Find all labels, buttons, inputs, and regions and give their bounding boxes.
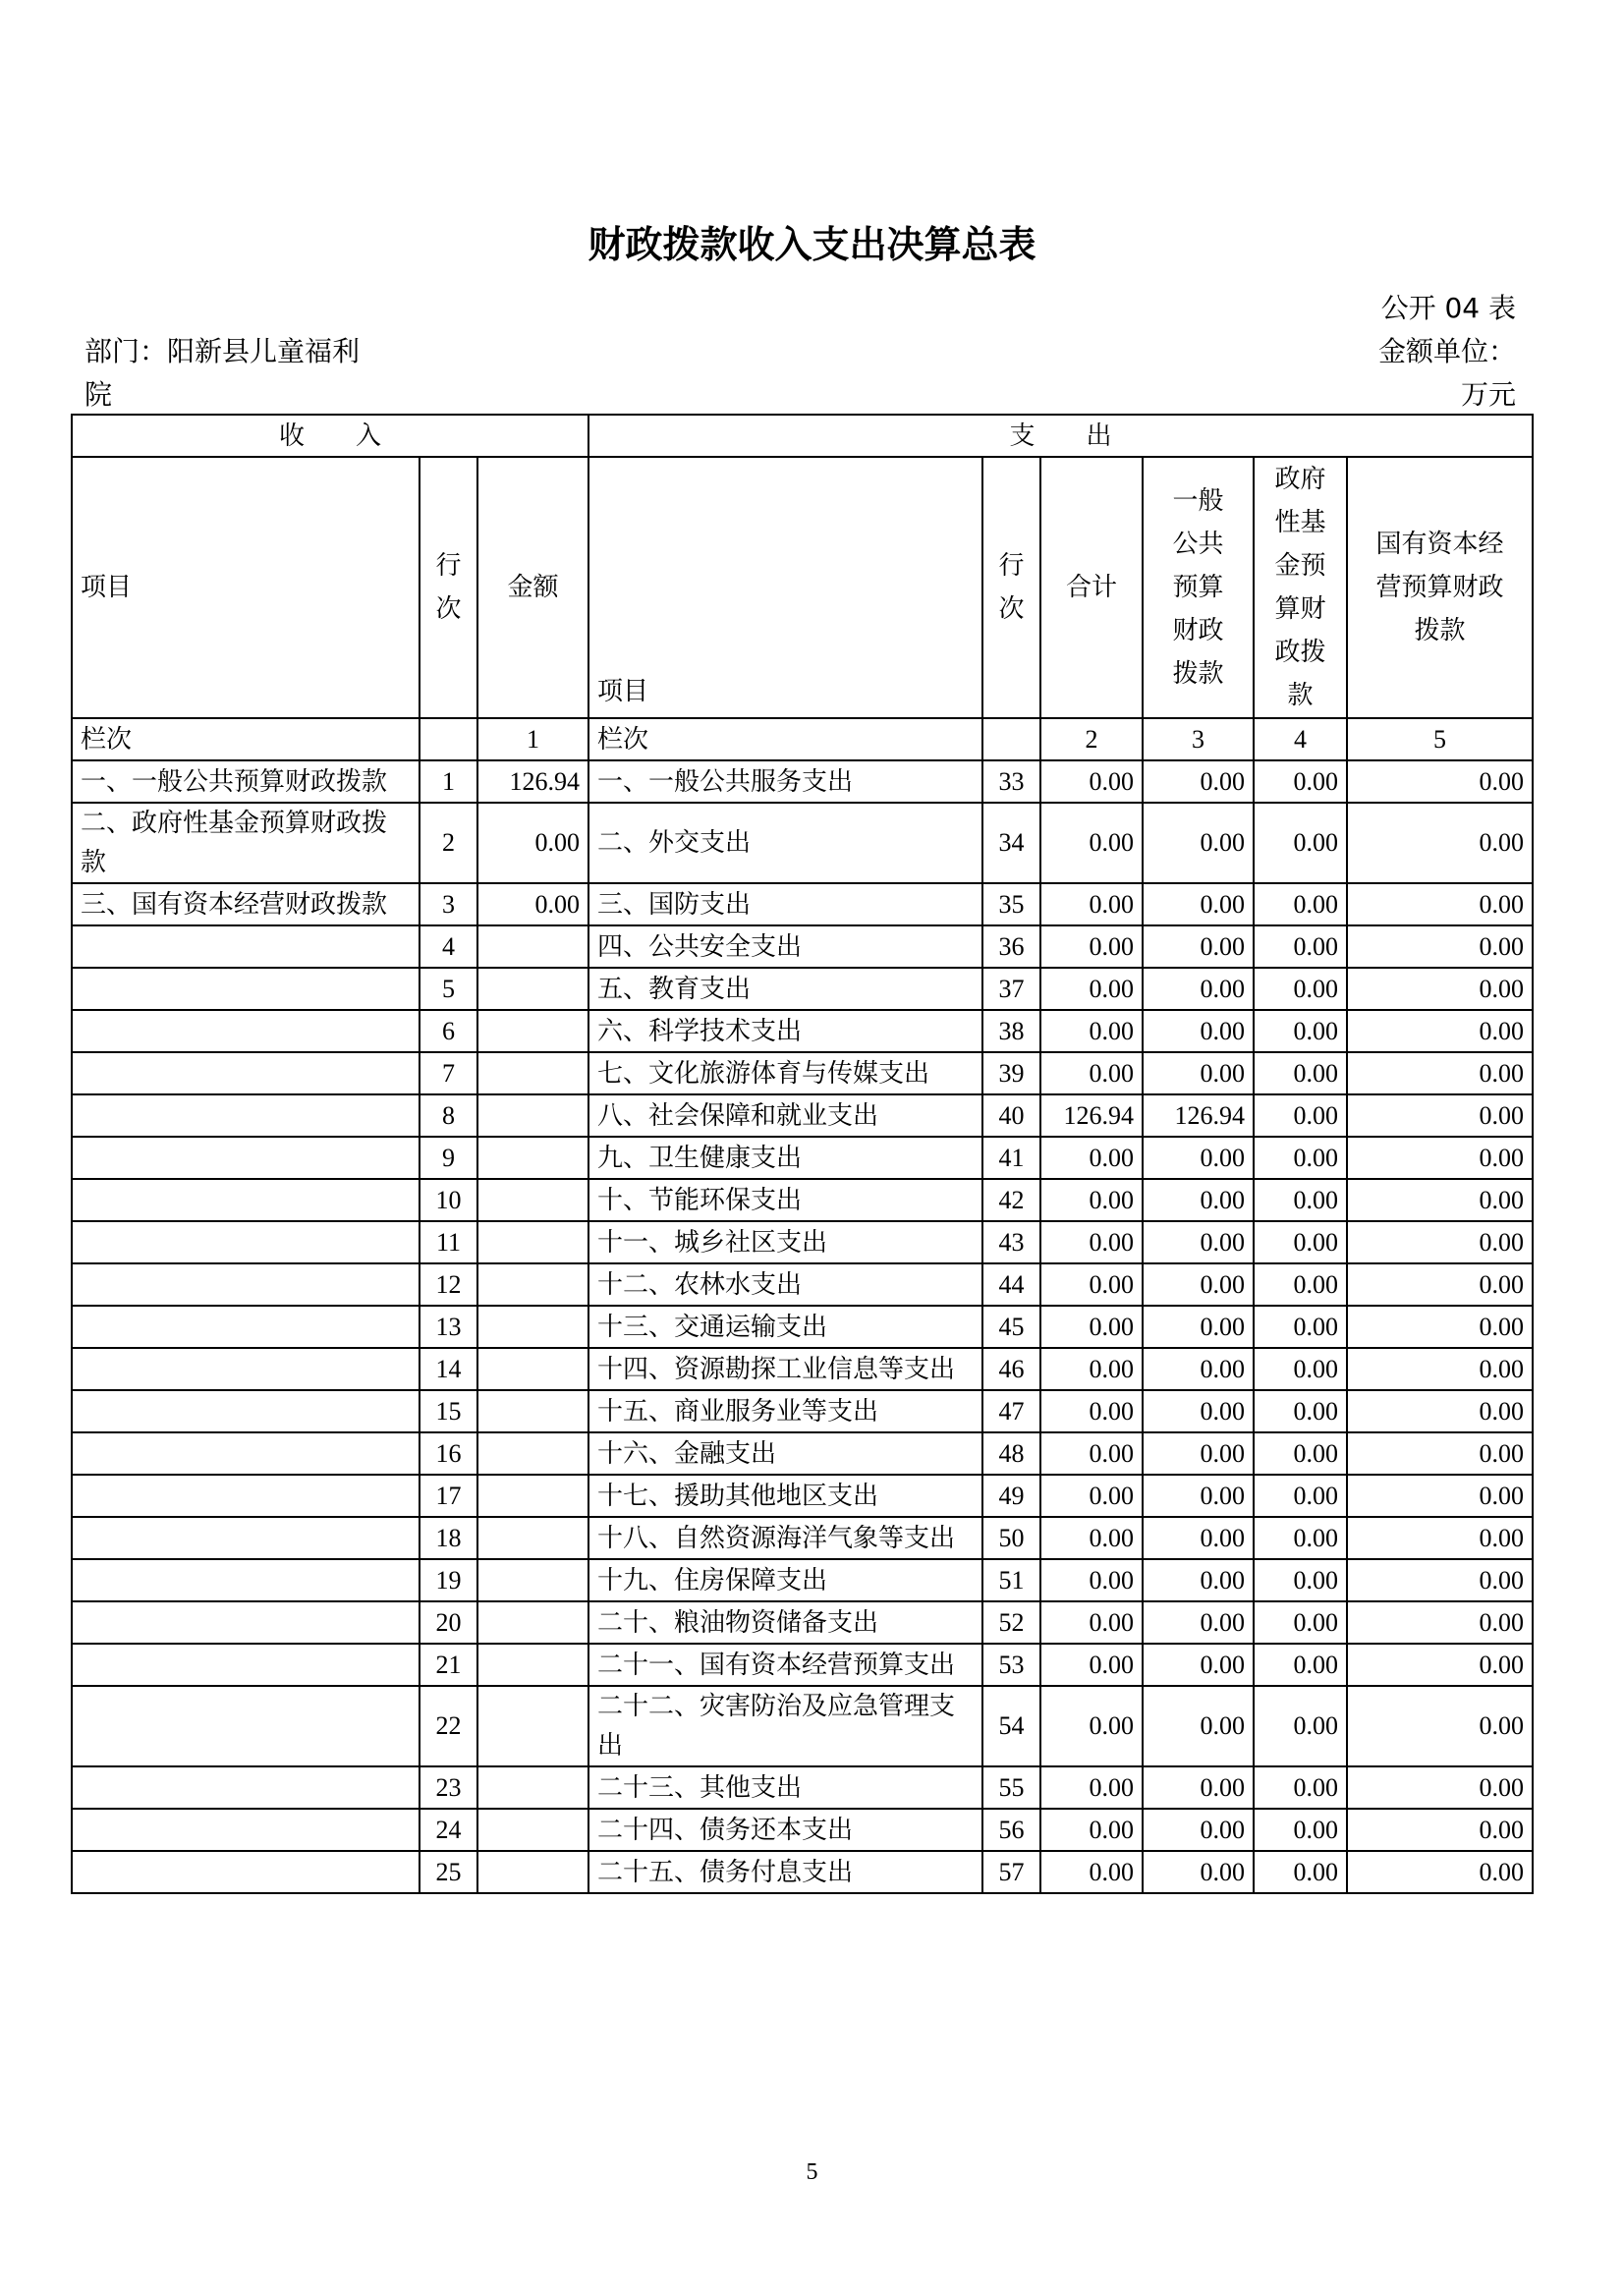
general-budget-cell: 0.00 — [1143, 1010, 1254, 1052]
general-budget-cell: 0.00 — [1143, 1517, 1254, 1559]
table-row — [72, 1809, 1533, 1851]
expense-item-cell: 十七、援助其他地区支出 — [588, 1475, 982, 1517]
column-header-row — [72, 457, 1533, 718]
total-cell: 0.00 — [1040, 1601, 1143, 1644]
total-header: 合计 — [1040, 457, 1143, 718]
table-row — [72, 760, 1533, 803]
income-item-cell — [72, 1686, 420, 1766]
expense-item-cell: 二十三、其他支出 — [588, 1766, 982, 1809]
total-cell: 0.00 — [1040, 1179, 1143, 1221]
total-cell: 0.00 — [1040, 925, 1143, 968]
income-amount-cell — [477, 1766, 588, 1809]
income-amount-cell — [477, 968, 588, 1010]
fund-budget-header-text: 政府性基金预算财政拨款 — [1274, 465, 1326, 710]
table-row — [72, 1644, 1533, 1686]
fund-budget-cell: 0.00 — [1254, 1179, 1347, 1221]
fund-budget-cell: 0.00 — [1254, 1221, 1347, 1263]
expense-row-no-cell: 50 — [982, 1517, 1040, 1559]
fund-budget-cell: 0.00 — [1254, 1390, 1347, 1432]
expense-item-cell: 四、公共安全支出 — [588, 925, 982, 968]
expense-row-no-cell: 56 — [982, 1809, 1040, 1851]
table-row — [72, 1686, 1533, 1766]
income-amount-cell: 0.00 — [477, 883, 588, 925]
expense-row-no-header — [982, 457, 1040, 718]
page-title: 财政拨款收入支出决算总表 — [588, 223, 1036, 266]
income-row-no-cell: 22 — [420, 1686, 477, 1766]
income-row-no-cell: 25 — [420, 1851, 477, 1893]
income-row-no-cell: 16 — [420, 1432, 477, 1475]
total-cell: 0.00 — [1040, 1221, 1143, 1263]
fund-budget-cell: 0.00 — [1254, 1644, 1347, 1686]
total-cell: 0.00 — [1040, 760, 1143, 803]
expense-row-no-cell: 46 — [982, 1348, 1040, 1390]
general-budget-cell: 0.00 — [1143, 1686, 1254, 1766]
general-budget-header — [1143, 457, 1254, 718]
expense-row-no-cell: 42 — [982, 1179, 1040, 1221]
income-amount-cell — [477, 925, 588, 968]
income-amount-cell — [477, 1517, 588, 1559]
income-item-header: 项目 — [72, 457, 420, 718]
state-capital-cell: 0.00 — [1347, 883, 1533, 925]
income-item-cell — [72, 1137, 420, 1179]
expense-row-no-cell: 51 — [982, 1559, 1040, 1601]
income-item-cell — [72, 1517, 420, 1559]
fund-budget-cell: 0.00 — [1254, 1475, 1347, 1517]
total-cell: 126.94 — [1040, 1094, 1143, 1137]
table-body — [72, 760, 1533, 1893]
expense-item-cell: 二十五、债务付息支出 — [588, 1851, 982, 1893]
section-header-row — [72, 415, 1533, 457]
income-item-cell — [72, 1644, 420, 1686]
general-budget-header-text: 一般公共预算财政拨款 — [1172, 486, 1224, 689]
state-capital-cell: 0.00 — [1347, 1137, 1533, 1179]
expense-item-cell: 六、科学技术支出 — [588, 1010, 982, 1052]
total-cell: 0.00 — [1040, 883, 1143, 925]
income-row-no-cell: 4 — [420, 925, 477, 968]
general-budget-cell: 0.00 — [1143, 1348, 1254, 1390]
general-budget-cell: 0.00 — [1143, 1179, 1254, 1221]
expense-item-cell: 十八、自然资源海洋气象等支出 — [588, 1517, 982, 1559]
income-item-cell — [72, 1766, 420, 1809]
income-row-no-cell: 21 — [420, 1644, 477, 1686]
fund-budget-cell: 0.00 — [1254, 925, 1347, 968]
income-item-cell — [72, 968, 420, 1010]
income-row-no-cell: 13 — [420, 1306, 477, 1348]
income-row-no-cell: 24 — [420, 1809, 477, 1851]
expense-item-cell: 十三、交通运输支出 — [588, 1306, 982, 1348]
income-amount-cell — [477, 1475, 588, 1517]
table-row — [72, 1010, 1533, 1052]
fund-budget-cell: 0.00 — [1254, 1517, 1347, 1559]
state-capital-cell: 0.00 — [1347, 1475, 1533, 1517]
income-item-cell — [72, 1052, 420, 1094]
state-capital-cell: 0.00 — [1347, 1517, 1533, 1559]
table-row — [72, 1094, 1533, 1137]
state-capital-cell: 0.00 — [1347, 1010, 1533, 1052]
table-row — [72, 968, 1533, 1010]
expense-row-no-cell: 38 — [982, 1010, 1040, 1052]
expense-row-no-header-text: 行次 — [998, 551, 1025, 624]
expense-item-cell: 二十、粮油物资储备支出 — [588, 1601, 982, 1644]
general-budget-cell: 0.00 — [1143, 1601, 1254, 1644]
fund-budget-cell: 0.00 — [1254, 1559, 1347, 1601]
column-index-row — [72, 718, 1533, 760]
fund-budget-cell: 0.00 — [1254, 1432, 1347, 1475]
general-budget-cell: 0.00 — [1143, 1432, 1254, 1475]
income-row-no-cell: 3 — [420, 883, 477, 925]
expense-row-no-cell: 39 — [982, 1052, 1040, 1094]
state-capital-cell: 0.00 — [1347, 1052, 1533, 1094]
state-capital-cell: 0.00 — [1347, 760, 1533, 803]
income-item-cell — [72, 1432, 420, 1475]
income-row-no-cell: 7 — [420, 1052, 477, 1094]
income-amount-cell — [477, 1221, 588, 1263]
fund-budget-cell: 0.00 — [1254, 1052, 1347, 1094]
state-capital-cell: 0.00 — [1347, 1306, 1533, 1348]
general-budget-cell: 0.00 — [1143, 883, 1254, 925]
fund-budget-cell: 0.00 — [1254, 1263, 1347, 1306]
income-amount-cell — [477, 1179, 588, 1221]
total-cell: 0.00 — [1040, 1766, 1143, 1809]
income-amount-cell — [477, 1432, 588, 1475]
expense-item-cell: 二十一、国有资本经营预算支出 — [588, 1644, 982, 1686]
general-budget-cell: 0.00 — [1143, 1052, 1254, 1094]
col-index-fund: 4 — [1254, 718, 1347, 760]
budget-table — [71, 414, 1534, 1894]
income-amount-cell — [477, 1601, 588, 1644]
income-amount-cell — [477, 1052, 588, 1094]
expense-item-cell: 一、一般公共服务支出 — [588, 760, 982, 803]
income-item-cell — [72, 1263, 420, 1306]
income-item-cell — [72, 1306, 420, 1348]
income-amount-cell — [477, 1644, 588, 1686]
expense-item-cell: 二十四、债务还本支出 — [588, 1809, 982, 1851]
col-index-general: 3 — [1143, 718, 1254, 760]
income-item-cell — [72, 1221, 420, 1263]
expense-section-header: 支 出 — [588, 415, 1533, 457]
state-capital-cell: 0.00 — [1347, 1348, 1533, 1390]
amount-unit — [1378, 330, 1516, 417]
general-budget-cell: 0.00 — [1143, 1851, 1254, 1893]
expense-item-cell: 十九、住房保障支出 — [588, 1559, 982, 1601]
table-row — [72, 1432, 1533, 1475]
state-capital-cell: 0.00 — [1347, 1644, 1533, 1686]
expense-item-cell: 十四、资源勘探工业信息等支出 — [588, 1348, 982, 1390]
expense-row-no-cell: 41 — [982, 1137, 1040, 1179]
total-cell: 0.00 — [1040, 968, 1143, 1010]
general-budget-cell: 0.00 — [1143, 1766, 1254, 1809]
table-row — [72, 1179, 1533, 1221]
income-item-cell — [72, 1179, 420, 1221]
income-row-no-cell: 8 — [420, 1094, 477, 1137]
fund-budget-cell: 0.00 — [1254, 1348, 1347, 1390]
table-row — [72, 1263, 1533, 1306]
fund-budget-cell: 0.00 — [1254, 803, 1347, 883]
department-line-1: 部门：阳新县儿童福利 — [84, 335, 361, 367]
total-cell: 0.00 — [1040, 1475, 1143, 1517]
income-amount-cell — [477, 1851, 588, 1893]
state-capital-cell: 0.00 — [1347, 803, 1533, 883]
fund-budget-header — [1254, 457, 1347, 718]
income-row-no-header — [420, 457, 477, 718]
col-index-state: 5 — [1347, 718, 1533, 760]
table-row — [72, 803, 1533, 883]
expense-item-cell: 二、外交支出 — [588, 803, 982, 883]
expense-row-no-cell: 47 — [982, 1390, 1040, 1432]
table-row — [72, 1475, 1533, 1517]
col-index-label-right: 栏次 — [588, 718, 982, 760]
state-capital-cell: 0.00 — [1347, 1766, 1533, 1809]
table-row — [72, 1052, 1533, 1094]
total-cell: 0.00 — [1040, 1559, 1143, 1601]
table-row — [72, 1306, 1533, 1348]
expense-item-cell: 十二、农林水支出 — [588, 1263, 982, 1306]
total-cell: 0.00 — [1040, 1306, 1143, 1348]
expense-row-no-cell: 49 — [982, 1475, 1040, 1517]
expense-row-no-cell: 53 — [982, 1644, 1040, 1686]
expense-item-header: 项目 — [588, 457, 982, 718]
general-budget-cell: 0.00 — [1143, 1221, 1254, 1263]
income-row-no-cell: 12 — [420, 1263, 477, 1306]
fund-budget-cell: 0.00 — [1254, 1851, 1347, 1893]
table-row — [72, 1851, 1533, 1893]
income-item-cell — [72, 1601, 420, 1644]
income-amount-cell — [477, 1390, 588, 1432]
expense-item-cell: 十一、城乡社区支出 — [588, 1221, 982, 1263]
state-capital-cell: 0.00 — [1347, 1221, 1533, 1263]
total-cell: 0.00 — [1040, 1390, 1143, 1432]
state-capital-cell: 0.00 — [1347, 1432, 1533, 1475]
table-row — [72, 1221, 1533, 1263]
form-number: 公开 04 表 — [1380, 292, 1516, 324]
income-row-no-header-text: 行次 — [435, 551, 462, 624]
income-item-cell — [72, 1094, 420, 1137]
income-row-no-cell: 23 — [420, 1766, 477, 1809]
income-row-no-cell: 15 — [420, 1390, 477, 1432]
expense-row-no-cell: 45 — [982, 1306, 1040, 1348]
total-cell: 0.00 — [1040, 1809, 1143, 1851]
state-capital-cell: 0.00 — [1347, 1686, 1533, 1766]
total-cell: 0.00 — [1040, 1851, 1143, 1893]
fund-budget-cell: 0.00 — [1254, 1010, 1347, 1052]
income-item-cell — [72, 1851, 420, 1893]
income-item-cell — [72, 1010, 420, 1052]
income-item-cell — [72, 1559, 420, 1601]
expense-row-no-cell: 35 — [982, 883, 1040, 925]
department — [84, 330, 419, 417]
general-budget-cell: 0.00 — [1143, 925, 1254, 968]
state-capital-cell: 0.00 — [1347, 1559, 1533, 1601]
income-amount-cell — [477, 1686, 588, 1766]
table-row — [72, 1390, 1533, 1432]
table-row — [72, 1559, 1533, 1601]
col-index-amount: 1 — [477, 718, 588, 760]
fund-budget-cell: 0.00 — [1254, 1601, 1347, 1644]
expense-row-no-cell: 40 — [982, 1094, 1040, 1137]
total-cell: 0.00 — [1040, 1517, 1143, 1559]
income-row-no-cell: 9 — [420, 1137, 477, 1179]
total-cell: 0.00 — [1040, 803, 1143, 883]
table-row — [72, 1348, 1533, 1390]
total-cell: 0.00 — [1040, 1686, 1143, 1766]
state-capital-cell: 0.00 — [1347, 1179, 1533, 1221]
total-cell: 0.00 — [1040, 1432, 1143, 1475]
expense-row-no-cell: 33 — [982, 760, 1040, 803]
state-capital-cell: 0.00 — [1347, 925, 1533, 968]
expense-row-no-cell: 36 — [982, 925, 1040, 968]
total-cell: 0.00 — [1040, 1348, 1143, 1390]
col-index-total: 2 — [1040, 718, 1143, 760]
table-row — [72, 1137, 1533, 1179]
income-row-no-cell: 10 — [420, 1179, 477, 1221]
expense-row-no-cell: 44 — [982, 1263, 1040, 1306]
general-budget-cell: 0.00 — [1143, 803, 1254, 883]
general-budget-cell: 0.00 — [1143, 1306, 1254, 1348]
income-item-cell — [72, 1390, 420, 1432]
table-row — [72, 1601, 1533, 1644]
income-amount-cell — [477, 1094, 588, 1137]
state-capital-header — [1347, 457, 1533, 718]
income-amount-cell — [477, 1263, 588, 1306]
expense-item-cell: 十五、商业服务业等支出 — [588, 1390, 982, 1432]
general-budget-cell: 0.00 — [1143, 1390, 1254, 1432]
total-cell: 0.00 — [1040, 1644, 1143, 1686]
state-capital-cell: 0.00 — [1347, 1263, 1533, 1306]
col-index-label-left: 栏次 — [72, 718, 420, 760]
total-cell: 0.00 — [1040, 1010, 1143, 1052]
fund-budget-cell: 0.00 — [1254, 968, 1347, 1010]
income-item-cell — [72, 1475, 420, 1517]
income-row-no-cell: 6 — [420, 1010, 477, 1052]
general-budget-cell: 0.00 — [1143, 1644, 1254, 1686]
expense-item-cell: 三、国防支出 — [588, 883, 982, 925]
expense-row-no-cell: 54 — [982, 1686, 1040, 1766]
fund-budget-cell: 0.00 — [1254, 1137, 1347, 1179]
fund-budget-cell: 0.00 — [1254, 1306, 1347, 1348]
income-row-no-cell: 14 — [420, 1348, 477, 1390]
income-item-cell — [72, 1348, 420, 1390]
income-amount-cell — [477, 1559, 588, 1601]
income-item-cell — [72, 1809, 420, 1851]
expense-row-no-cell: 43 — [982, 1221, 1040, 1263]
table-row — [72, 1517, 1533, 1559]
fund-budget-cell: 0.00 — [1254, 1766, 1347, 1809]
income-amount-cell — [477, 1306, 588, 1348]
general-budget-cell: 0.00 — [1143, 1559, 1254, 1601]
state-capital-cell: 0.00 — [1347, 1851, 1533, 1893]
income-amount-cell — [477, 1137, 588, 1179]
income-row-no-cell: 20 — [420, 1601, 477, 1644]
income-row-no-cell: 18 — [420, 1517, 477, 1559]
expense-row-no-cell: 34 — [982, 803, 1040, 883]
total-cell: 0.00 — [1040, 1052, 1143, 1094]
col-index-blank-right — [982, 718, 1040, 760]
income-amount-cell: 0.00 — [477, 803, 588, 883]
income-amount-cell: 126.94 — [477, 760, 588, 803]
state-capital-cell: 0.00 — [1347, 1809, 1533, 1851]
fund-budget-cell: 0.00 — [1254, 1809, 1347, 1851]
state-capital-cell: 0.00 — [1347, 1094, 1533, 1137]
income-item-cell: 二、政府性基金预算财政拨款 — [72, 803, 420, 883]
income-row-no-cell: 11 — [420, 1221, 477, 1263]
state-capital-cell: 0.00 — [1347, 1601, 1533, 1644]
general-budget-cell: 0.00 — [1143, 968, 1254, 1010]
col-index-blank-left — [420, 718, 477, 760]
general-budget-cell: 126.94 — [1143, 1094, 1254, 1137]
income-row-no-cell: 19 — [420, 1559, 477, 1601]
expense-item-cell: 五、教育支出 — [588, 968, 982, 1010]
fund-budget-cell: 0.00 — [1254, 1094, 1347, 1137]
income-amount-cell — [477, 1809, 588, 1851]
income-item-cell — [72, 925, 420, 968]
table-row — [72, 925, 1533, 968]
table-row — [72, 1766, 1533, 1809]
state-capital-header-text: 国有资本经营预算财政拨款 — [1375, 530, 1504, 645]
income-amount-cell — [477, 1010, 588, 1052]
income-amount-header: 金额 — [477, 457, 588, 718]
income-amount-cell — [477, 1348, 588, 1390]
expense-item-cell: 七、文化旅游体育与传媒支出 — [588, 1052, 982, 1094]
expense-item-cell: 九、卫生健康支出 — [588, 1137, 982, 1179]
amount-unit-line-1: 金额单位： — [1377, 335, 1516, 367]
expense-item-cell: 二十二、灾害防治及应急管理支出 — [588, 1686, 982, 1766]
expense-row-no-cell: 48 — [982, 1432, 1040, 1475]
income-row-no-cell: 1 — [420, 760, 477, 803]
page-number: 5 — [806, 2159, 818, 2185]
income-item-cell: 三、国有资本经营财政拨款 — [72, 883, 420, 925]
total-cell: 0.00 — [1040, 1263, 1143, 1306]
general-budget-cell: 0.00 — [1143, 1263, 1254, 1306]
income-row-no-cell: 2 — [420, 803, 477, 883]
state-capital-cell: 0.00 — [1347, 1390, 1533, 1432]
expense-item-cell: 十、节能环保支出 — [588, 1179, 982, 1221]
general-budget-cell: 0.00 — [1143, 1809, 1254, 1851]
table-row — [72, 883, 1533, 925]
department-line-2: 院 — [84, 378, 113, 411]
amount-unit-line-2: 万元 — [1460, 378, 1516, 411]
fund-budget-cell: 0.00 — [1254, 1686, 1347, 1766]
expense-item-cell: 八、社会保障和就业支出 — [588, 1094, 982, 1137]
total-cell: 0.00 — [1040, 1137, 1143, 1179]
state-capital-cell: 0.00 — [1347, 968, 1533, 1010]
expense-row-no-cell: 55 — [982, 1766, 1040, 1809]
expense-row-no-cell: 57 — [982, 1851, 1040, 1893]
fund-budget-cell: 0.00 — [1254, 760, 1347, 803]
general-budget-cell: 0.00 — [1143, 1137, 1254, 1179]
income-row-no-cell: 17 — [420, 1475, 477, 1517]
expense-item-cell: 十六、金融支出 — [588, 1432, 982, 1475]
general-budget-cell: 0.00 — [1143, 1475, 1254, 1517]
income-row-no-cell: 5 — [420, 968, 477, 1010]
expense-row-no-cell: 52 — [982, 1601, 1040, 1644]
income-item-cell: 一、一般公共预算财政拨款 — [72, 760, 420, 803]
expense-row-no-cell: 37 — [982, 968, 1040, 1010]
income-section-header: 收 入 — [72, 415, 588, 457]
general-budget-cell: 0.00 — [1143, 760, 1254, 803]
fund-budget-cell: 0.00 — [1254, 883, 1347, 925]
